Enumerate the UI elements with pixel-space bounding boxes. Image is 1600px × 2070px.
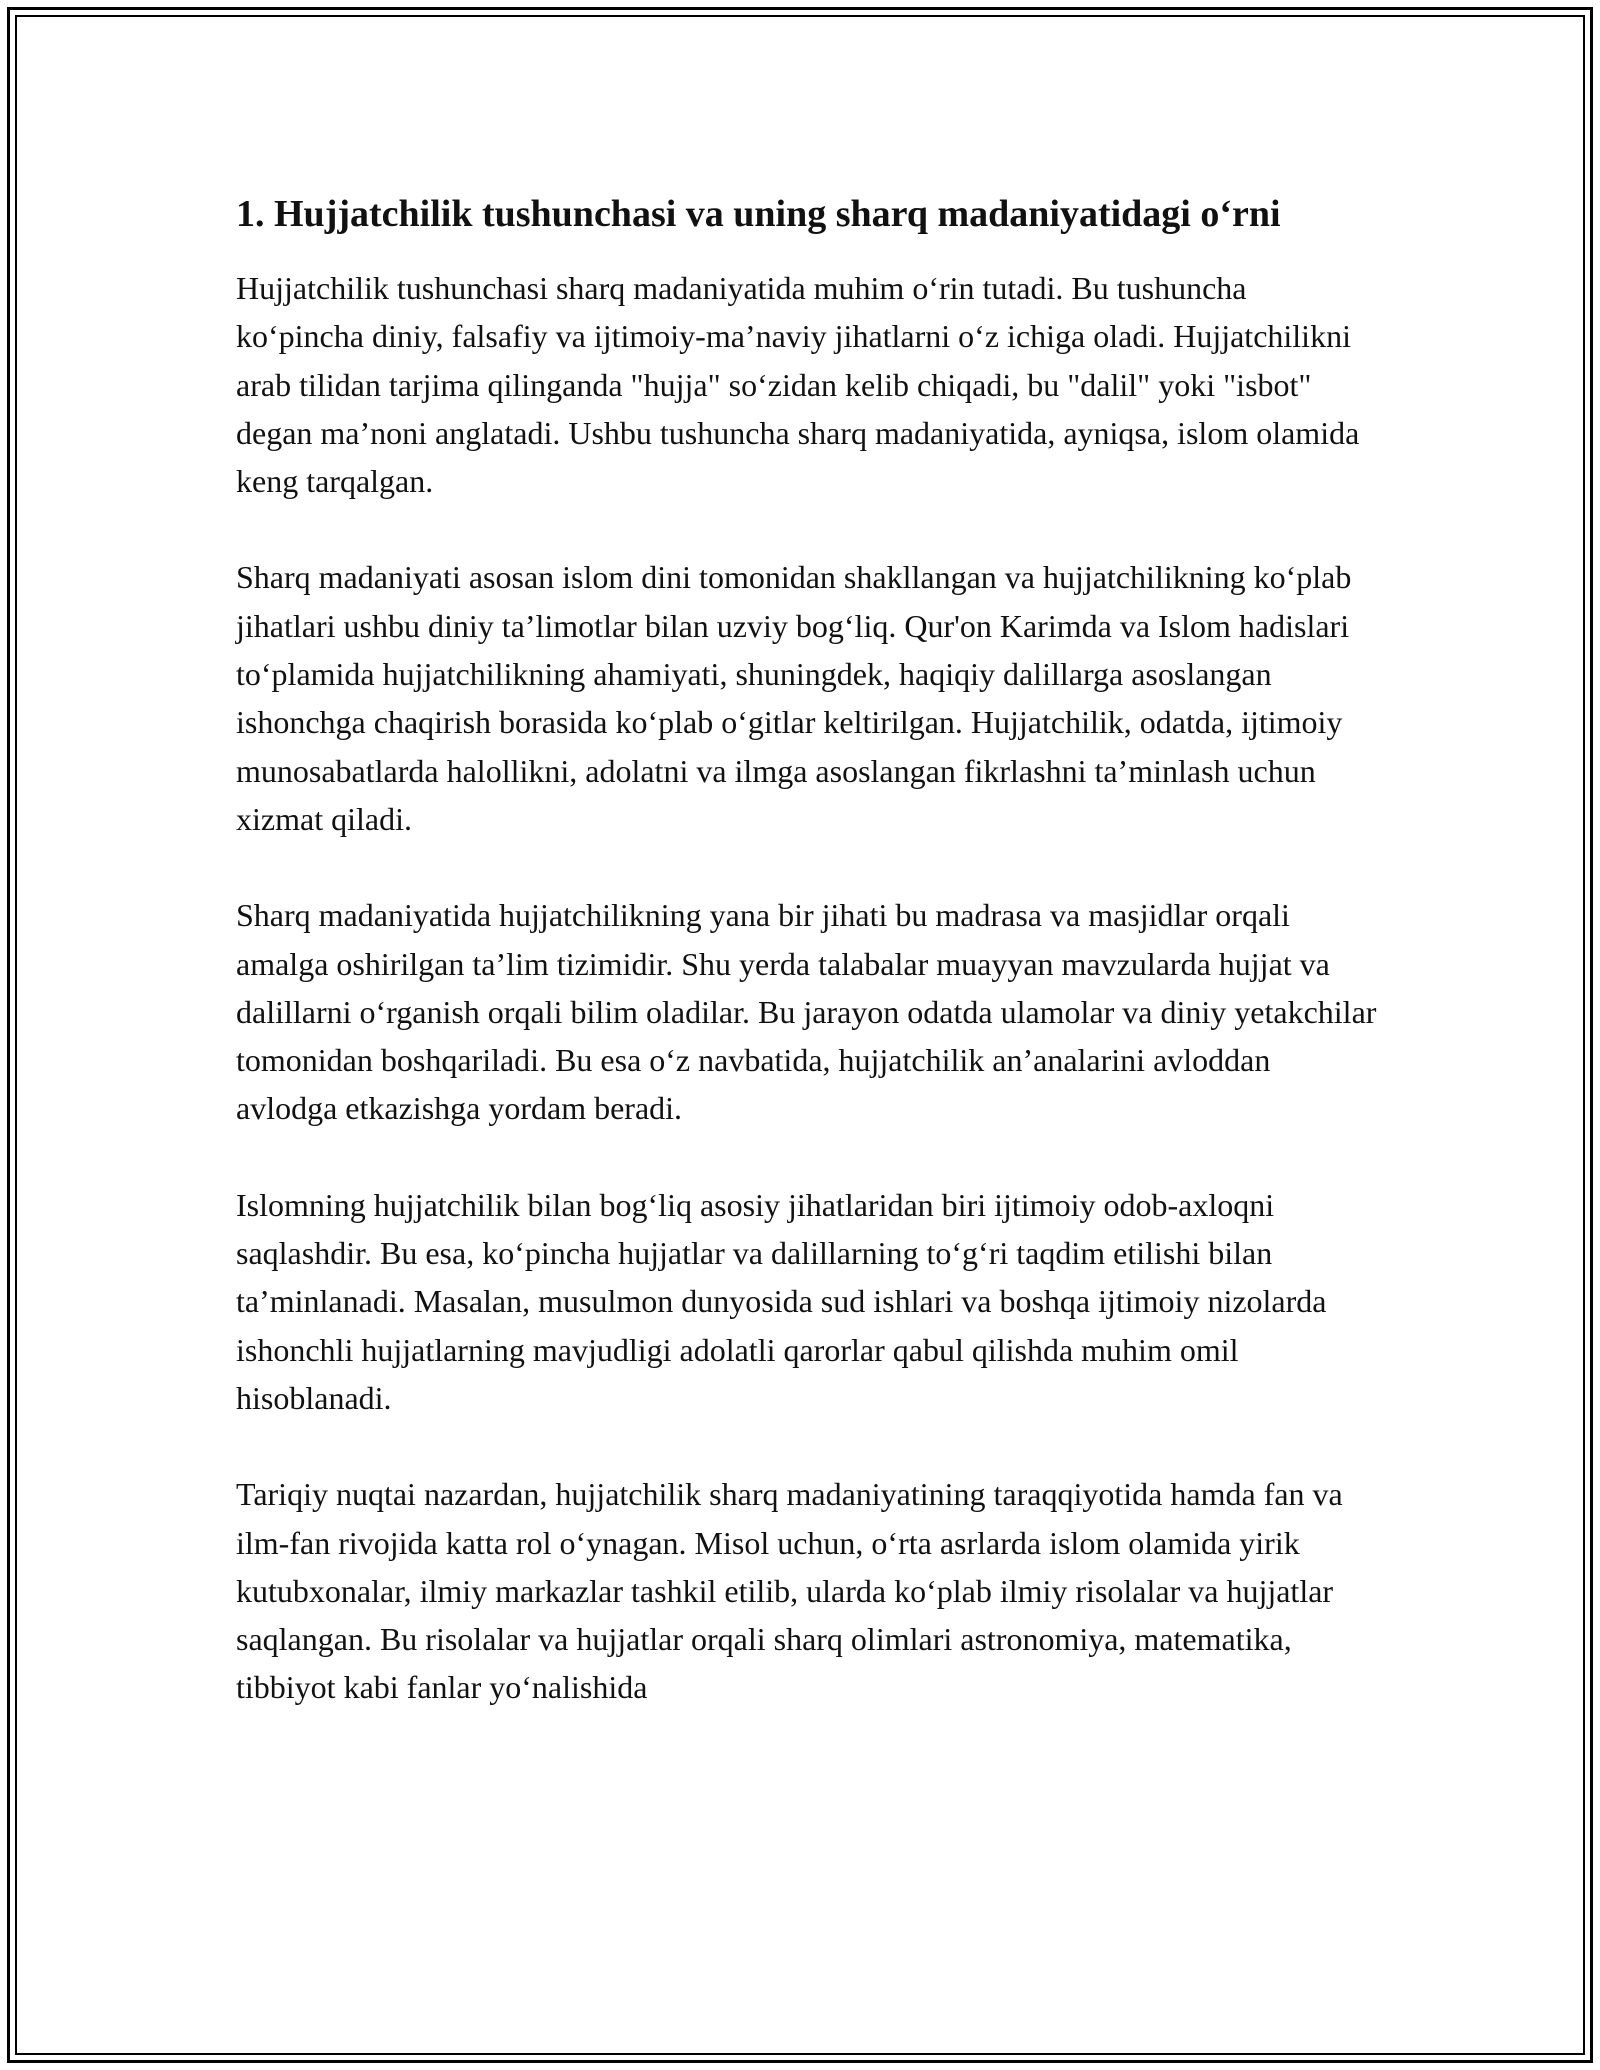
document-body: [236, 186, 1378, 1760]
paragraph-3: Sharq madaniyatida hujjatchilikning yana bir jihati bu madrasa va masjidlar orqali amalga oshirilgan ta’lim tizimidir. Shu yerda talabalar muayyan mavzularda hujjat va dalillarni o‘rganish orqali bilim oladilar. Bu jarayon odatda ulamolar va diniy yetakchilar tomonidan boshqariladi. Bu esa o‘z navbatida, hujjatchilik an’analarini avloddan avlodga etkazishga yordam beradi.: [236, 897, 1377, 1127]
section-heading: 1. Hujjatchilik tushunchasi va uning sharq madaniyatidagi o‘rni: [236, 193, 1281, 235]
paragraph-2: Sharq madaniyati asosan islom dini tomonidan shakllangan va hujjatchilikning ko‘plab jihatlari ushbu diniy ta’limotlar bilan uzviy bog‘liq. Qur'on Karimda va Islom hadislari to‘plamida hujjatchilikning ahamiyati, shuningdek, haqiqiy dalillarga asoslangan ishonchga chaqirish borasida ko‘plab o‘gitlar keltirilgan. Hujjatchilik, odatda, ijtimoiy munosabatlarda halollikni, adolatni va ilmga asoslangan fikrlashni ta’minlash uchun xizmat qiladi.: [236, 559, 1352, 837]
paragraph-1: Hujjatchilik tushunchasi sharq madaniyatida muhim o‘rin tutadi. Bu tushuncha ko‘pincha diniy, falsafiy va ijtimoiy-ma’naviy jihatlarni o‘z ichiga oladi. Hujjatchilikni arab tilidan tarjima qilinganda "hujja" so‘zidan kelib chiqadi, bu "dalil" yoki "isbot" degan ma’noni anglatadi. Ushbu tushuncha sharq madaniyatida, ayniqsa, islom olamida keng tarqalgan.: [236, 270, 1360, 500]
paragraph-4: Islomning hujjatchilik bilan bog‘liq asosiy jihatlaridan biri ijtimoiy odob-axloqni saqlashdir. Bu esa, ko‘pincha hujjatlar va dalillarning to‘g‘ri taqdim etilishi bilan ta’minlanadi. Masalan, musulmon dunyosida sud ishlari va boshqa ijtimoiy nizolarda ishonchli hujjatlarning mavjudligi adolatli qarorlar qabul qilishda muhim omil hisoblanadi.: [236, 1186, 1327, 1416]
paragraph-5: Tariqiy nuqtai nazardan, hujjatchilik sharq madaniyatining taraqqiyotida hamda fan va ilm-fan rivojida katta rol o‘ynagan. Misol uchun, o‘rta asrlarda islom olamida yirik kutubxonalar, ilmiy markazlar tashkil etilib, ularda ko‘plab ilmiy risolalar va hujjatlar saqlangan. Bu risolalar va hujjatlar orqali sharq olimlari astronomiya, matematika, tibbiyot kabi fanlar yo‘nalishida: [236, 1476, 1343, 1706]
